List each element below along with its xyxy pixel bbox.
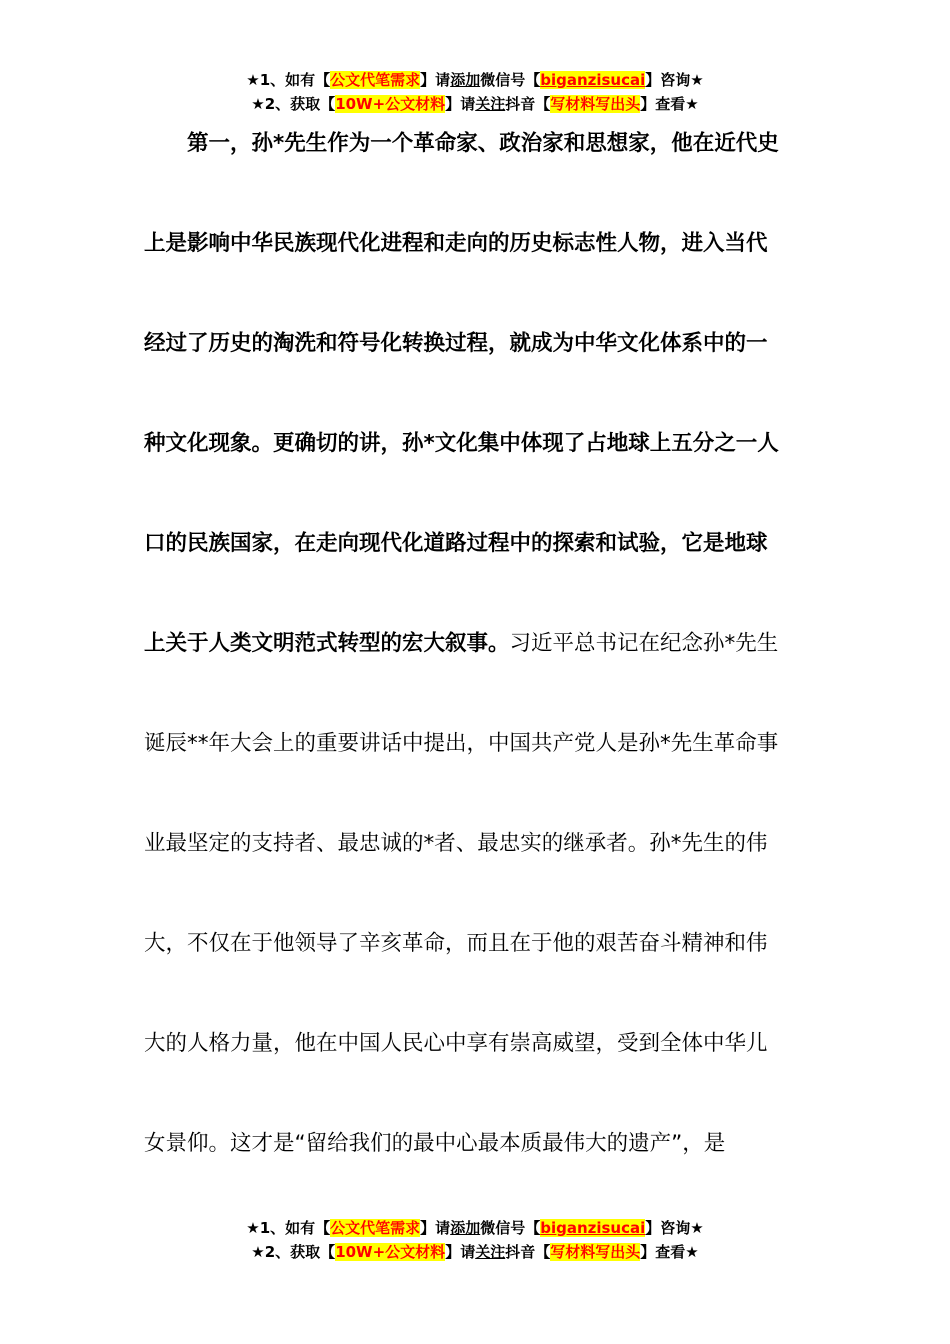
wechat-id-link[interactable]: biganzisucai xyxy=(540,71,646,89)
wechat-id-link[interactable]: biganzisucai xyxy=(540,1219,646,1237)
highlight-materials: 10W+公文材料 xyxy=(335,1243,446,1261)
text-line: 上关于人类文明范式转型的宏大叙事。习近平总书记在纪念孙*先生 xyxy=(144,631,779,656)
highlight-douyin: 写材料写出头 xyxy=(550,1243,641,1261)
banner-line-1: ★1、如有【公文代笔需求】请添加微信号【biganzisucai】咨询★ xyxy=(246,71,704,89)
banner-line-2: ★2、获取【10W+公文材料】请关注抖音【写材料写出头】查看★ xyxy=(251,95,699,113)
banner-line-1: ★1、如有【公文代笔需求】请添加微信号【biganzisucai】咨询★ xyxy=(246,1219,704,1237)
text-line: 诞辰**年大会上的重要讲话中提出，中国共产党人是孙*先生革命事 xyxy=(144,731,779,756)
highlight-douyin: 写材料写出头 xyxy=(550,95,641,113)
header-banner xyxy=(0,68,950,116)
text-line: 业最坚定的支持者、最忠诚的*者、最忠实的继承者。孙*先生的伟 xyxy=(144,831,768,856)
text-line: 上是影响中华民族现代化进程和走向的历史标志性人物，进入当代 xyxy=(144,231,768,256)
text-line: 经过了历史的淘洗和符号化转换过程，就成为中华文化体系中的一 xyxy=(144,331,768,356)
text-line: 大，不仅在于他领导了辛亥革命，而且在于他的艰苦奋斗精神和伟 xyxy=(144,931,768,956)
text-line: 大的人格力量，他在中国人民心中享有崇高威望，受到全体中华儿 xyxy=(144,1031,768,1056)
footer-banner xyxy=(0,1216,950,1264)
text-line: 第一，孙*先生作为一个革命家、政治家和思想家，他在近代史 xyxy=(187,131,779,156)
document-body xyxy=(144,116,806,1216)
text-line: 种文化现象。更确切的讲，孙*文化集中体现了占地球上五分之一人 xyxy=(144,431,779,456)
text-line: 女景仰。这才是“留给我们的最中心最本质最伟大的遗产”，是 xyxy=(144,1131,726,1156)
highlight-service: 公文代笔需求 xyxy=(330,71,421,89)
highlight-service: 公文代笔需求 xyxy=(330,1219,421,1237)
banner-line-2: ★2、获取【10W+公文材料】请关注抖音【写材料写出头】查看★ xyxy=(251,1243,699,1261)
highlight-materials: 10W+公文材料 xyxy=(335,95,446,113)
text-line: 口的民族国家，在走向现代化道路过程中的探索和试验，它是地球 xyxy=(144,531,768,556)
